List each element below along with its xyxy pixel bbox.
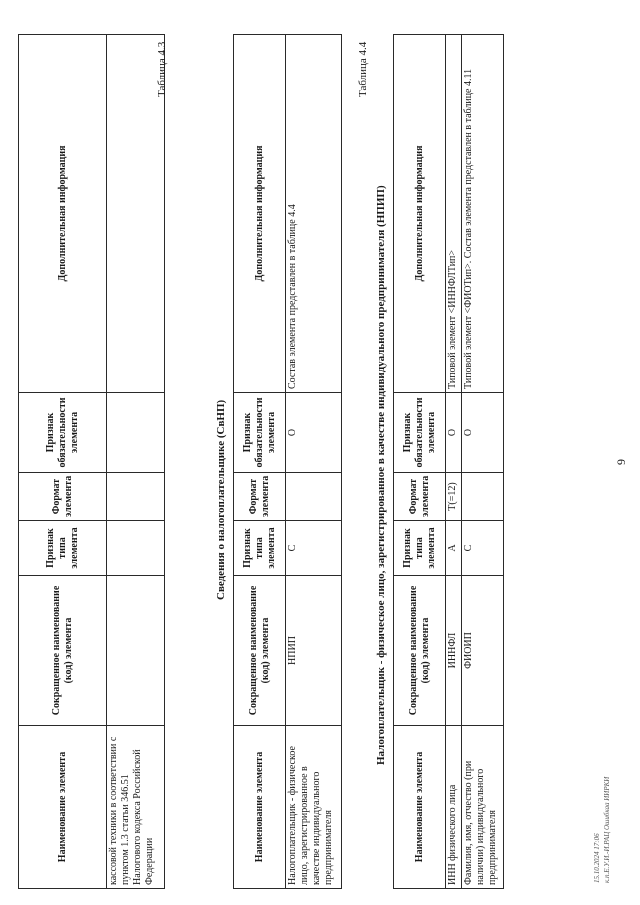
cell-format	[286, 473, 342, 521]
cell-code: ИННФЛ	[446, 576, 462, 726]
cell-oblig: О	[286, 393, 342, 473]
table-row	[286, 35, 342, 889]
header-code: Сокращенное наименование (код) элемента	[19, 576, 107, 726]
table-continuation	[18, 34, 165, 889]
table-title-4-4: Налогоплательщик - физическое лицо, зарегистрированное в качестве индивидуального предпринимателя (НПИП)	[375, 185, 387, 765]
cell-format	[107, 473, 165, 521]
cell-info: Типовой элемент <ИННФЛТип>	[446, 35, 462, 393]
table-4-4	[393, 34, 504, 889]
cell-code	[107, 576, 165, 726]
header-code: Сокращенное наименование (код) элемента	[234, 576, 286, 726]
header-type: Признак типа элемента	[394, 521, 446, 576]
cell-type	[107, 521, 165, 576]
table-row	[107, 35, 165, 889]
table-row	[462, 35, 504, 889]
cell-type: С	[286, 521, 342, 576]
cell-info: Состав элемента представлен в таблице 4.4	[286, 35, 342, 393]
cell-oblig	[107, 393, 165, 473]
cell-name: Налогоплательщик - физическое лицо, зарегистрированное в качестве индивидуального предпринимателя	[286, 726, 342, 889]
table-title-4-3: Сведения о налогоплательщике (СвНП)	[215, 399, 227, 600]
table-label-4-4: Таблица 4.4	[357, 41, 369, 97]
cell-oblig: О	[462, 393, 504, 473]
header-info: Дополнительная информация	[394, 35, 446, 393]
header-code: Сокращенное наименование (код) элемента	[394, 576, 446, 726]
table-4-3	[233, 34, 342, 889]
table-row	[446, 35, 462, 889]
cell-name: кассовой техники в соответствии с пунктом 1.3 статьи 346.51 Налогового кодекса Российской Федерации	[107, 726, 165, 889]
header-format: Формат элемента	[234, 473, 286, 521]
stamp-line-2: к.п.Е.У.И.-И.РАЦ Ошибкаа ИИРКИ	[603, 776, 611, 883]
header-oblig: Признак обязательности элемента	[234, 393, 286, 473]
header-name: Наименование элемента	[19, 726, 107, 889]
header-type: Признак типа элемента	[19, 521, 107, 576]
cell-info: Типовой элемент <ФИОТип>. Состав элемента представлен в таблице 4.11	[462, 35, 504, 393]
header-oblig: Признак обязательности элемента	[19, 393, 107, 473]
cell-code: ФИОИП	[462, 576, 504, 726]
header-type: Признак типа элемента	[234, 521, 286, 576]
cell-format: T(=12)	[446, 473, 462, 521]
stamp-line-1: 15.10.2024 17:06	[593, 833, 601, 883]
header-format: Формат элемента	[394, 473, 446, 521]
cell-type: А	[446, 521, 462, 576]
header-oblig: Признак обязательности элемента	[394, 393, 446, 473]
cell-type: С	[462, 521, 504, 576]
header-info: Дополнительная информация	[234, 35, 286, 393]
header-info: Дополнительная информация	[19, 35, 107, 393]
page-number: 9	[614, 459, 628, 465]
cell-format	[462, 473, 504, 521]
table-label-4-3: Таблица 4.3	[156, 41, 168, 97]
header-format: Формат элемента	[19, 473, 107, 521]
cell-oblig: О	[446, 393, 462, 473]
header-name: Наименование элемента	[234, 726, 286, 889]
header-name: Наименование элемента	[394, 726, 446, 889]
cell-name: ИНН физического лица	[446, 726, 462, 889]
cell-name: Фамилия, имя, отчество (при наличии) индивидуального предпринимателя	[462, 726, 504, 889]
cell-code: НПИП	[286, 576, 342, 726]
